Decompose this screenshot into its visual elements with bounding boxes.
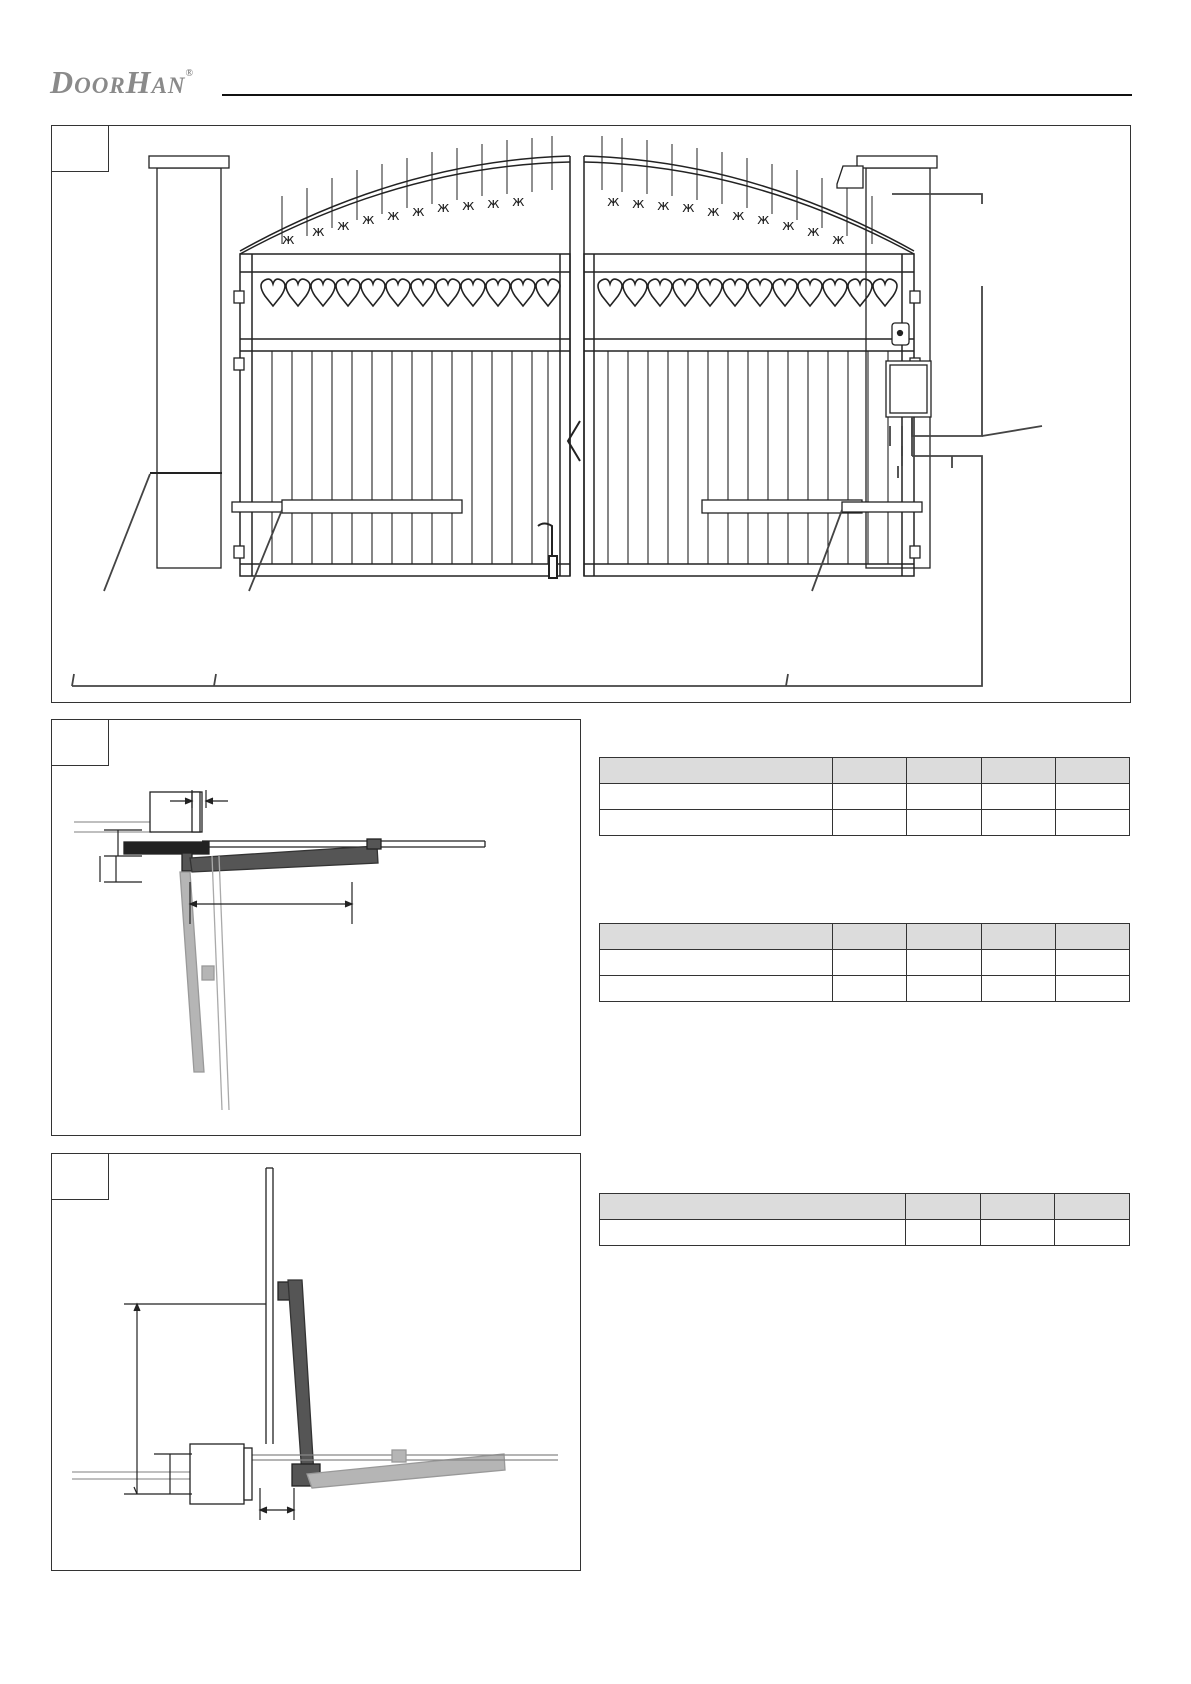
svg-text:ж: ж — [707, 204, 720, 220]
table-cell — [600, 758, 833, 784]
figure-gate-overview — [51, 125, 1131, 703]
registered-mark: ® — [185, 68, 194, 79]
gate-handle — [538, 421, 580, 578]
svg-text:ж: ж — [807, 224, 820, 240]
table-cell — [981, 810, 1055, 836]
table-cell — [1055, 784, 1129, 810]
operators-on-gate — [232, 500, 922, 513]
table-cell — [600, 1220, 906, 1246]
table-header-row — [600, 1194, 1130, 1220]
table-cell — [1055, 810, 1129, 836]
table-cell — [600, 924, 833, 950]
figure-mounting-closed — [51, 719, 581, 1136]
table-header-row — [600, 758, 1130, 784]
figure-number-tab — [52, 1154, 109, 1200]
spec-table-3 — [599, 1193, 1130, 1246]
svg-text:ж: ж — [282, 232, 295, 248]
svg-text:ж: ж — [607, 194, 620, 210]
operator-open — [288, 1280, 314, 1475]
table-header-row — [600, 924, 1130, 950]
table-cell — [1055, 976, 1129, 1002]
table-cell — [600, 1194, 906, 1220]
table-cell — [833, 924, 907, 950]
svg-text:ж: ж — [487, 196, 500, 212]
table-cell — [907, 758, 981, 784]
table-cell — [981, 784, 1055, 810]
logo-text-oor: OOR — [74, 73, 126, 98]
table-row — [600, 810, 1130, 836]
table-cell — [980, 1194, 1055, 1220]
svg-text:ж: ж — [312, 224, 325, 240]
heart-ornaments — [261, 279, 897, 306]
table-cell — [906, 1220, 981, 1246]
table-cell — [600, 810, 833, 836]
hatched-beam — [124, 842, 209, 854]
table-cell — [600, 976, 833, 1002]
left-pillar — [149, 156, 229, 568]
svg-text:ж: ж — [362, 212, 375, 228]
table-cell — [833, 784, 907, 810]
table-cell — [1055, 1220, 1130, 1246]
operator-open-ghost — [180, 872, 204, 1072]
gate-overview-drawing — [52, 126, 1130, 702]
table-cell — [600, 950, 833, 976]
svg-text:ж: ж — [437, 200, 450, 216]
svg-text:ж: ж — [832, 232, 845, 248]
svg-text:ж: ж — [682, 200, 695, 216]
svg-text:ж: ж — [632, 196, 645, 212]
spec-table-1 — [599, 757, 1130, 836]
logo-letter-h: H — [125, 64, 152, 100]
header-rule — [222, 94, 1132, 96]
logo-letter-d: D — [50, 64, 75, 100]
svg-text:ж: ж — [757, 212, 770, 228]
table-cell — [1055, 758, 1129, 784]
svg-text:ж: ж — [782, 218, 795, 234]
table-cell — [833, 810, 907, 836]
figure-number-tab — [52, 720, 109, 766]
spec-table-2 — [599, 923, 1130, 1002]
table-row — [600, 1220, 1130, 1246]
doorhan-logo — [50, 64, 194, 101]
table-cell — [907, 976, 981, 1002]
svg-text:ж: ж — [337, 218, 350, 234]
logo-text-an: AN — [151, 73, 186, 98]
table-cell — [600, 784, 833, 810]
svg-text:ж: ж — [512, 194, 525, 210]
table-cell — [833, 950, 907, 976]
operator-closed — [190, 846, 378, 872]
mounting-closed-drawing — [52, 720, 580, 1135]
mounting-open-drawing — [52, 1154, 580, 1570]
figure-mounting-open — [51, 1153, 581, 1571]
table-cell — [981, 976, 1055, 1002]
table-cell — [907, 784, 981, 810]
table-cell — [1055, 950, 1129, 976]
svg-text:ж: ж — [657, 198, 670, 214]
table-cell — [1055, 924, 1129, 950]
table-cell — [1055, 1194, 1130, 1220]
table-cell — [833, 976, 907, 1002]
table-cell — [907, 924, 981, 950]
table-row — [600, 950, 1130, 976]
svg-text:ж: ж — [412, 204, 425, 220]
table-cell — [981, 950, 1055, 976]
table-cell — [906, 1194, 981, 1220]
svg-text:ж: ж — [732, 208, 745, 224]
svg-text:ж: ж — [387, 208, 400, 224]
table-row — [600, 784, 1130, 810]
scroll-ornaments — [282, 194, 845, 248]
page-header — [50, 62, 1132, 102]
table-cell — [981, 758, 1055, 784]
table-row — [600, 976, 1130, 1002]
table-cell — [980, 1220, 1055, 1246]
table-cell — [907, 810, 981, 836]
svg-text:ж: ж — [462, 198, 475, 214]
table-cell — [833, 758, 907, 784]
figure-number-tab — [52, 126, 109, 172]
table-cell — [907, 950, 981, 976]
table-cell — [981, 924, 1055, 950]
